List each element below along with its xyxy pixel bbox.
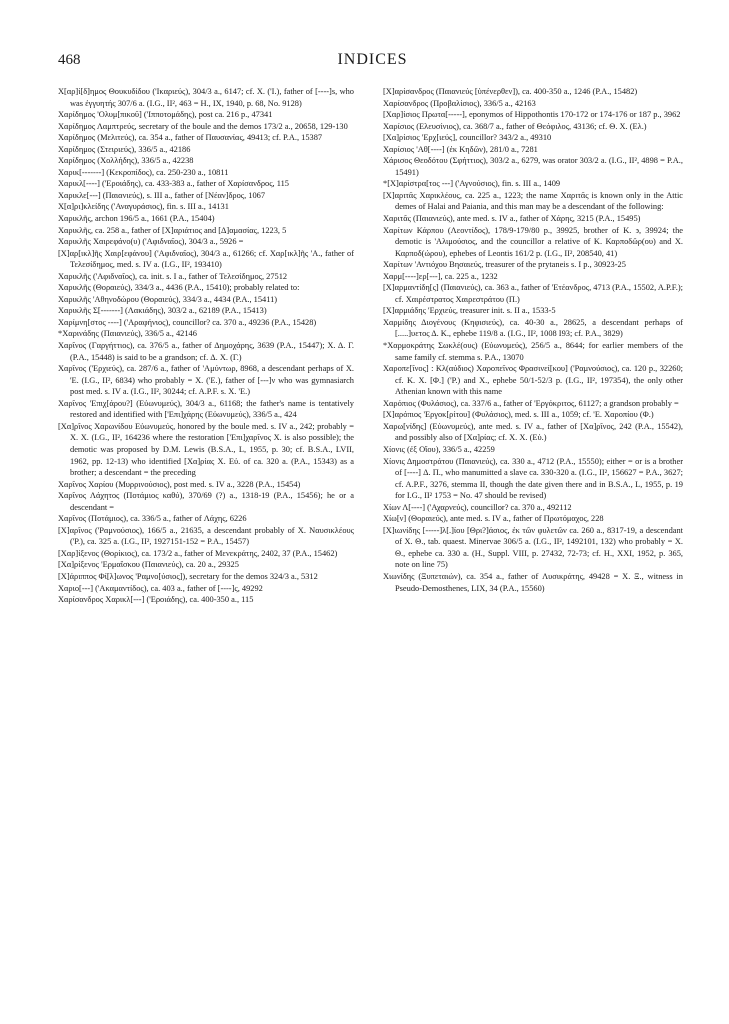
index-entry: [Χ]ιωνίδης [-----]λ[.]ίου [Θρι?]άσιος, ἐκ τῶν φυλετῶν ca. 260 a., 8317-19, a descendant of Χ. Θ., tab. quaest. Minervae 306/5 a. (I.G., II², 1492101, 132) who probably = Χ. Θ., ephebe ca. 330 a. (H., Suppl. VIII, p. 27432, 72-73; cf. H., XXI, 1952, p. 365, note on line 75) [383,525,683,570]
index-entry: *[Χ]αρίστρα[τος ---] ('Αγνούσιος), fin. s. III a., 1409 [383,179,561,189]
index-entry: Χαριο[---] ('Ακαμαντίδος), ca. 403 a., father of [----]ς, 49292 [58,583,263,593]
index-entry: Χαρικλῆς Σ[-------] (Λακιάδης), 303/2 a., 62189 (P.A., 15413) [58,306,267,316]
index-entry: [Χ]αρ[ικλ]ῆς Χαιρ[εφάνου] ('Αφιδναῖος), 304/3 a., 61266; cf. Χαρ[ικλ]ῆς 'A., father of Τελεσίδημος, med. s. IV a. (I.G., II², 193410) [58,248,354,270]
index-entry: [Χ]άριππος Φί[λ]ωνος 'Ραμνο[ύσιος]), secretary for the demos 324/3 a., 5312 [58,571,318,581]
index-entry: Χαρίσανδρος Χαρικλ[---] ('Εροιάδης), ca. 400-350 a., 115 [58,595,254,605]
index-entry: Χαρίμνη[στος ----] ('Αραφήνιος), councillor? ca. 370 a., 49236 (P.A., 15428) [58,317,317,327]
index-entry: Χαρικλῆς (Θοραιεύς), 334/3 a., 4436 (P.A., 15410); probably related to: [58,283,300,293]
index-entry: Χαρίδημος (Μελιτεύς), ca. 354 a., father of Παυσανίας, 49413; cf. P.A., 15387 [58,133,323,143]
index-entry: Χίω[ν] (Θοραιεύς), ante med. s. IV a., father of Πρωτόμαχος, 228 [383,514,604,524]
index-entry: Χαρίδημος (Χολλήδης), 336/5 a., 42238 [58,156,194,166]
index-entry: [Χ]αρμαντίδη[ς] (Παιανιεύς), ca. 363 a., father of 'Ετέανδρος, 4713 (P.A., 15502, A.P.F.); cf. Χαιρέστρατος Χαιρεστράτου (Π.) [383,283,683,304]
index-entry: Χ[αρ]ί[δ]ημος Θουκυδίδου ('Ικαριεύς), 304/3 a., 6147; cf. X. ('I.), father of [----]s, who was ἐγγυητής 307/6 a. (I.G., II², 463 = H., IX, 1940, p. 68, No. 9128) [58,87,354,108]
index-entry: [Χα]ρίσιος 'Ερχ[ιεύς], councillor? 343/2 a., 49310 [383,133,552,143]
index-entry: [Χ]αρμιάδης 'Ερχιεύς, treasurer init. s. II a., 1533-5 [383,306,556,316]
index-entry: Χαροπε[ῖνος] : Κλ(αύδιος) Χαροπεῖνος Φρασινεί[κου] ('Ραμνούσιος), ca. 120 p., 32260; cf. Κ. Χ. [Φ.] ('Ρ.) and Χ., ephebe 50/1-52/3 p. (I.G., II², 197354), the only other Athenian known with this name [383,364,683,397]
index-entry: Χαρῖνος (Ποτάμιος), ca. 336/5 a., father of Λάχης, 6226 [58,514,247,524]
index-entry: [Χ]αρῖνος ('Ραμνούσιος), 166/5 a., 21635, a descendant probably of Χ. Ναυσικλέους ('Ρ.), ca. 325 a. (I.G., II², 1927151-152 = P.A., 15457) [58,525,354,547]
index-entry: Χαρίδημος (Στειριεύς), 336/5 a., 42186 [58,144,191,154]
right-column [383,86,683,594]
page-number: 468 [58,52,81,68]
index-entry: Χαρω[νίδης] (Εὐωνυμεύς), ante med. s. IV a., father of [Χα]ρῖνος, 242 (P.A., 15542), and possibly also of [Χα]ρίας; cf. Χ. Χ. (Εὐ.) [383,421,683,443]
index-entry: Χαρικλῆς, ca. 258 a., father of [Χ]αριάτιος and [Δ]αμασίας, 1223, 5 [58,225,287,235]
index-entry: Χαρῖνος (Γαργήττιος), ca. 376/5 a., father of Δημοχάρης, 3639 (P.A., 15447); Χ. Δ. Γ. (P.A., 15448) is said to be a grandson; cf. Δ. Χ. (Γ.) [58,341,354,362]
index-entry: Χαρῖνος Λάχητος (Ποτάμιος καθύ), 370/69 (?) a., 1318-19 (P.A., 15456); he or a descendant = [58,491,354,512]
index-entry: Χαρόπιος (Φυλάσιος), ca. 337/6 a., father of 'Εργόκριτος, 61127; a grandson probably = [383,398,679,408]
index-entry: Χαρικλε[---] (Παιανιεύς), s. III a., father of [Νέαν]δρος, 1067 [58,190,266,200]
index-entry: Χαρίδημος 'Ολυμ[πικοῦ] ('Ιπποτομάδης), post ca. 216 p., 47341 [58,110,273,120]
index-entry: Χαρίτων 'Αντιόχου Βησαιεύς, treasurer of the prytaneis s. I p., 30923-25 [383,260,626,270]
index-entry: Χίων Λ[----] ('Αχαρνεύς), councillor? ca. 370 a., 492112 [383,502,572,512]
index-entry: *Χαρμοκράτης Σωκλέ(ους) (Εὐωνυμεύς), 256/5 a., 8644; for earlier members of the same family cf. stemma s. P.A., 13070 [383,341,683,362]
index-entry: Χαριτᾶς (Παιανιεύς), ante med. s. IV a., father of Χάρης, 3215 (P.A., 15495) [383,214,641,224]
index-entry: Χαρῖνος ('Ερχιεύς), ca. 287/6 a., father of 'Αμύντωρ, 8968, a descendant perhaps of Χ. 'Ε. (I.G., II², 6834) who probably = Χ. ('Ε.), father of [---]ν who was gymnasiarch post med. s. IV a. (I.G., II², 30244; cf. A.P.F. s. Χ. 'Ε.) [58,364,354,397]
index-entry: Χαρικλῆς 'Αθηνοδώρου (Θοραιεύς), 334/3 a., 4434 (P.A., 15411) [58,294,278,304]
index-entry: Χ[α]ρι]κλείδης ('Αναγυράσιος), fin. s. III a., 14131 [58,202,229,212]
index-entry: Χαρικ[-------] (Κεκροπίδος), ca. 250-230 a., 10811 [58,167,229,177]
index-entry: Χαρίτων Κάρπου (Λεοντίδος), 178/9-179/80 p., 39925, brother of Κ. ϶, 39924; the demotic is 'Αλιμούσιος, and the councillor a relative of Κ. Καρποδῶρ(ου) and Χ. Καρποδ(ώρου), ephebes of Leontis 161/2 p. (I.G., II², 208540, 41) [383,225,683,258]
index-entry: Χίονις (ἐξ Οἴου), 336/5 a., 42259 [383,444,495,454]
index-entry: Χαρμ[----]ερ[---], ca. 225 a., 1232 [383,271,498,281]
index-entry: [Χ]αρίσανδρος (Παιανιεύς [ὑπένερθεν]), ca. 400-350 a., 1246 (P.A., 15482) [383,87,638,96]
index-entry: [Χ]αριτᾶς Χαρικλέους, ca. 225 a., 1223; the name Χαριτᾶς is known only in the Attic demes of Halai and Paiania, and this man may be a descendant of the following: [383,190,683,212]
index-entry: Χαρίσιος (Ελευσίνιος), ca. 368/7 a., father of Θεόφιλος, 43136; cf. Θ. Χ. (Ελ.) [383,121,647,131]
index-entry: Χαρικλ[----] ('Εροιάδης), ca. 433-383 a., father of Χαρίσανδρος, 115 [58,179,289,189]
index-entry: [Χα]ρίξενος 'Ερμαΐσκου (Παιανιεύς), ca. 20 a., 29325 [58,560,239,570]
running-title: INDICES [337,51,408,68]
index-entry: Χιωνίδης (Ξυπεταιών), ca. 354 a., father of Λυσικράτης, 49428 = Χ. Ξ., witness in Pseudo-Demosthenes, LIX, 34 (P.A., 15560) [383,571,683,593]
running-header [58,52,687,74]
index-entry: Χάρισος Θεοδότου (Σφήττιος), 303/2 a., 6279, was orator 303/2 a. (I.G., II², 4898 = P.A., 15491) [383,156,683,177]
index-entry: Χαρμίδης Διογένους (Κηφισιεύς), ca. 40-30 a., 28625, a descendant perhaps of [.....]υετος Δ. Κ., ephebe 119/8 a. (I.G., II², 1008 I93; cf. P.A., 3829) [383,317,683,339]
index-entry: Χαρῖνος Χαρίου (Μυρρινούσιος), post med. s. IV a., 3228 (P.A., 15454) [58,479,301,489]
index-entry: Χαρικλῆς Χαιρεφάνο(υ) ('Αφιδναῖος), 304/3 a., 5926 = [58,237,244,247]
index-entry: Χαρικλῆς, archon 196/5 a., 1661 (P.A., 15404) [58,214,215,224]
index-entry: Χαρῖνος 'Επιχ[άρου?] (Εὐωνυμεύς), 304/3 a., 61168; the father's name is tentatively restored and identified with ['Επι]χάρης (Εὐωνυμεύς), 336/5 a., 424 [58,398,354,420]
index-entry: [Χαρ]ίσιος Πρωτα[-----], eponymos of Hippothontis 170-172 or 174-176 or 187 p., 3962 [383,110,681,120]
index-entry: [Χ]αρόπιος 'Εργοκ[ρίτου] (Φυλάσιος), med. s. III a., 1059; cf. 'Ε. Χαροπίου (Φ.) [383,410,654,420]
index-entry: Χαρικλῆς ('Αφιδναῖος), ca. init. s. I a., father of Τελεσίδημος, 27512 [58,271,288,281]
index-entry: [Χαρ]ίξενος (Θορίκιος), ca. 173/2 a., father of Μενεκράτης, 2402, 37 (P.A., 15462) [58,548,338,558]
index-entry: *Χαρινάδης (Παιανιεύς), 336/5 a., 42146 [58,329,197,339]
index-entry: [Χα]ρῖνος Χαρωνίδου Εὐωνυμεύς, honored by the boule med. s. IV a., 242; probably = Χ. Χ. (I.G., II², 164236 where the restoration ['Επι]χαρῖνος Χ. is also possible); the demotic was proposed by D.M. Lewis (B.S.A., L, 1955, p. 30; cf. B.S.A., LVII, 1962, pp. 12-13) who identified [Χα]ρίας Χ. Εὐ. of ca. 320 a. (P.A., 15343) as a brother; a descendant = the preceding [58,421,354,478]
index-entry: Χαρίσανδρος (Προβαλίσιος), 336/5 a., 42163 [383,98,536,108]
left-column [58,86,354,606]
index-entry: Χαρίδημος Λαμπτρεύς, secretary of the boule and the demos 173/2 a., 20658, 129-130 [58,121,348,131]
index-entry: Χίονις Δημοστράτου (Παιανιεύς), ca. 330 a., 4712 (P.A., 15550); either = or is a brother of [----] Δ. Π., who manumitted a slave ca. 330-320 a. (I.G., II², 156627 = P.A., 3627; cf. A.P.F., 3276, stemma II, though the date given there and in B.S.A., L, 1955, p. 19 for I.G., II² 1753 = No. 47 should be revised) [383,456,683,501]
index-entry: Χαρίσιος 'Αθ[----] (ἐκ Κηδῶν), 281/0 a., 7281 [383,144,538,154]
